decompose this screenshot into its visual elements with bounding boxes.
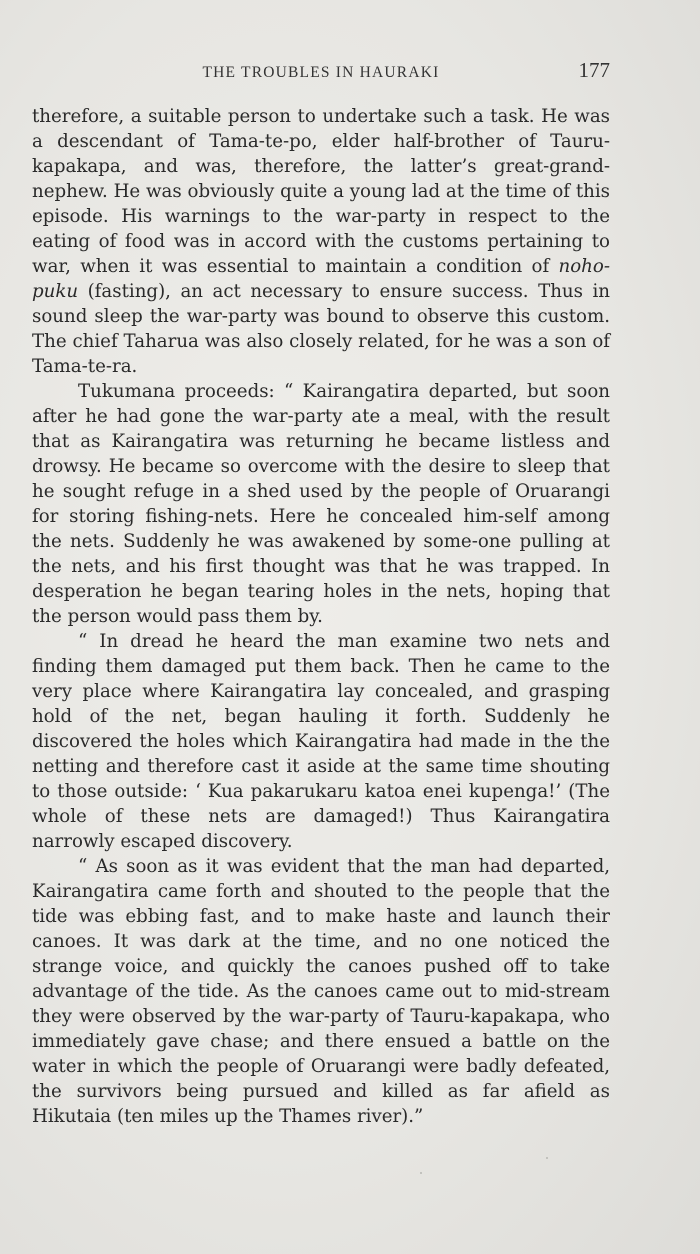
running-head	[32, 58, 610, 94]
paper-speck	[420, 1172, 422, 1174]
running-title: THE TROUBLES IN HAURAKI	[202, 64, 440, 81]
body-text	[32, 104, 610, 1129]
paragraph-1-segment-2-italic: noho-puku	[32, 256, 610, 302]
paragraph-3-segment-1: “ In dread he heard the man examine two nets and finding them damaged put them back. Then he came to the very place where Kairangatira lay concealed, and grasping hold of the net, began hauling it forth. Suddenly he discovered the holes which Kairangatira had made in the the netting and therefore cast it aside at the same time shouting to those outside: ‘ Kua pakarukaru katoa enei kupenga!’ (The whole of these nets are damaged!) Thus Kairangatira narrowly escaped discovery.	[32, 631, 610, 852]
paragraph-4	[32, 854, 610, 1129]
paragraph-1-segment-3: (fasting), an act necessary to ensure success. Thus in sound sleep the war-party was bound to observe this custom. The chief Taharua was also closely related, for he was a son of Tama-te-ra.	[32, 281, 610, 377]
paragraph-1	[32, 104, 610, 379]
paper-speck	[546, 1157, 548, 1159]
paragraph-4-segment-1: “ As soon as it was evident that the man had departed, Kairangatira came forth and shouted to the people that the tide was ebbing fast, and to make haste and launch their canoes. It was dark at the time, and no one noticed the strange voice, and quickly the canoes pushed off to take advantage of the tide. As the canoes came out to mid-stream they were observed by the war-party of Tauru-kapakapa, who immediately gave chase; and there ensued a battle on the water in which the people of Oruarangi were badly defeated, the survivors being pursued and killed as far afield as Hikutaia (ten miles up the Thames river).”	[32, 856, 610, 1127]
page-number: 177	[578, 58, 610, 82]
paragraph-2	[32, 379, 610, 629]
book-page	[32, 58, 610, 1129]
paragraph-3	[32, 629, 610, 854]
paragraph-1-segment-1: therefore, a suitable person to undertake such a task. He was a descendant of Tama-te-po, elder half-brother of Tauru-kapakapa, and was, therefore, the latter’s great-grand-nephew. He was obviously quite a young lad at the time of this episode. His warnings to the war-party in respect to the eating of food was in accord with the customs pertaining to war, when it was essential to maintain a condition of	[32, 106, 610, 277]
paragraph-2-segment-1: Tukumana proceeds: “ Kairangatira departed, but soon after he had gone the war-party ate a meal, with the result that as Kairangatira was returning he became listless and drowsy. He became so overcome with the desire to sleep that he sought refuge in a shed used by the people of Oruarangi for storing fishing-nets. Here he concealed him-self among the nets. Suddenly he was awakened by some-one pulling at the nets, and his first thought was that he was trapped. In desperation he began tearing holes in the nets, hoping that the person would pass them by.	[32, 381, 610, 627]
